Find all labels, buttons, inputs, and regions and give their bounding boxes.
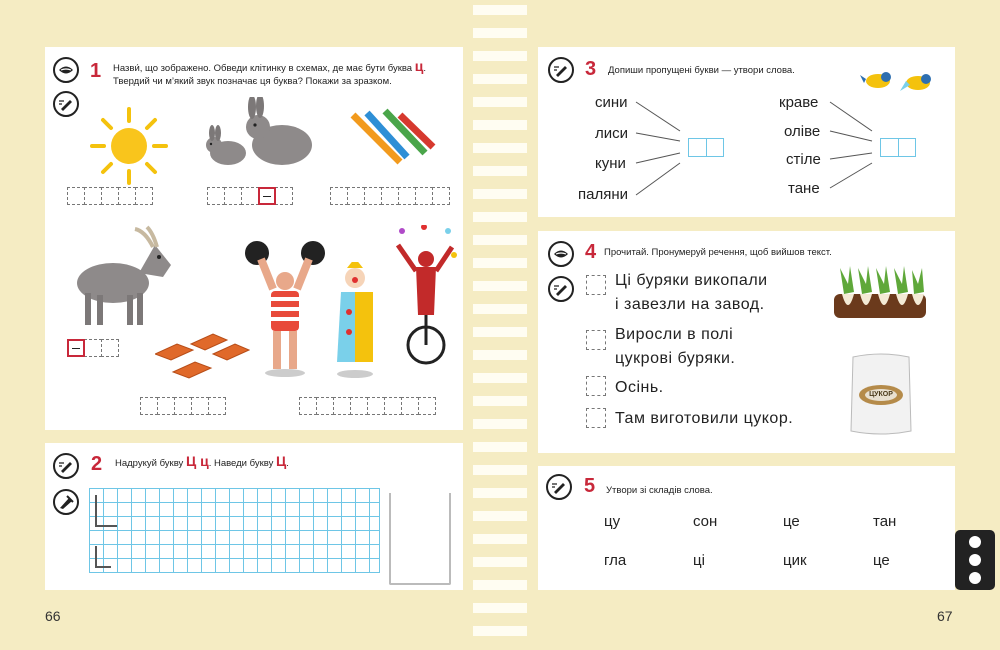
syllable: цу [604,513,621,530]
exercise-number: 4 [585,241,597,263]
sample-letter-small [95,546,111,568]
sentence-line: Осінь. [615,379,664,396]
missing-letters-box[interactable] [688,138,724,157]
writing-grid[interactable] [89,488,380,573]
exercise-instruction: Допиши пропущені букви — утвори слова. [608,65,795,76]
goat-image [65,225,185,333]
book-spine [473,0,527,650]
strongman-image [245,239,325,379]
sentence-line: Там виготовили цукор. [615,410,794,427]
highlight-letter: ц [414,58,424,74]
exercise-instruction: Назви́, що зображено. Обведи клітинку в схемах, де має бути буква ц. Твердий чи м’який звук позначає ця буква? Покажи за зразком. [113,58,426,87]
instruction-text-2: . Наведи букву [208,458,274,469]
exercise-1-panel [45,47,463,430]
sack-label: ЦУКОР [869,391,893,398]
highlighted-cell[interactable] [258,187,276,205]
left-word: паляни [578,186,629,203]
pencil-icon [53,453,79,479]
instruction-text: Назви́, що зображено. Обведи клітинку в схемах, де має бути буква [113,63,413,74]
syllable: цик [783,552,807,569]
exercise-instruction [115,455,289,470]
exercise-instruction: Прочитай. Пронумеруй речення, щоб вийшов текст. [604,247,832,258]
juggler-image [390,225,460,383]
highlight-letters: Ц ц [185,453,209,469]
instruction-text: Надрукуй букву [115,458,184,469]
sentence [615,376,664,400]
exercise-number: 1 [90,60,102,82]
syllable: ці [693,552,705,569]
pen-icon [53,489,79,515]
exercise-5-panel [538,466,955,590]
right-word: тане [788,180,820,197]
rabbits-image [200,97,315,169]
sentence-line: Виросли в полі [615,326,734,343]
sun-image [90,107,168,185]
word-scheme [67,339,118,357]
sample-letter-big [95,495,117,527]
bricks-image [155,332,250,390]
pencil-icon [548,276,574,302]
highlighted-cell[interactable] [67,339,85,357]
sentence-number-box[interactable] [586,330,606,350]
sentence-line: цукрові буряки. [615,350,736,367]
exercise-2-panel [45,443,463,590]
page-number-right: 67 [937,608,953,624]
exercise-number: 3 [585,58,597,80]
sentence [615,323,735,371]
right-word: краве [779,94,819,111]
syllable: гла [604,552,627,569]
word-scheme [140,397,225,415]
exercise-instruction: Утвори зі складів слова. [606,485,713,496]
mouth-icon [53,57,79,83]
sentence-number-box[interactable] [586,408,606,428]
syllable: сон [693,513,718,530]
traffic-light-icon [955,530,995,590]
syllable: тан [873,513,897,530]
pencil-icon [546,474,572,500]
syllable: це [873,552,890,569]
right-word: стіле [786,151,821,168]
left-word: лиси [595,125,629,142]
left-word: сини [595,94,628,111]
word-scheme [299,397,435,415]
word-scheme [330,187,449,205]
exercise-3-panel [538,47,955,217]
letter-outline-sample [389,493,451,585]
pencil-icon [53,91,79,117]
instruction-text-2: Твердий чи м’який звук позначає ця буква? Покажи за зразком. [113,76,392,87]
sentence-number-box[interactable] [586,376,606,396]
word-scheme [67,187,152,205]
exercise-4-panel [538,231,955,453]
page-number-left: 66 [45,608,61,624]
clown-image [325,262,385,382]
beets-image [834,264,926,318]
right-word: оліве [784,123,821,140]
exercise-number: 5 [584,475,596,497]
mouth-icon [548,241,574,267]
word-scheme [207,187,292,205]
sentence [615,269,768,317]
sentence [615,407,793,431]
sentence-line: Ці буряки викопали [615,272,768,289]
pencils-image [345,107,440,172]
exercise-number: 2 [91,453,103,475]
connector-arrows [538,47,955,217]
sentence-line: і завезли на завод. [615,296,765,313]
left-word: куни [595,155,626,172]
syllable: це [783,513,800,530]
sentence-number-box[interactable] [586,275,606,295]
missing-letters-box[interactable] [880,138,916,157]
instruction-period: . [286,458,289,469]
highlight-letter: Ц [275,453,287,469]
